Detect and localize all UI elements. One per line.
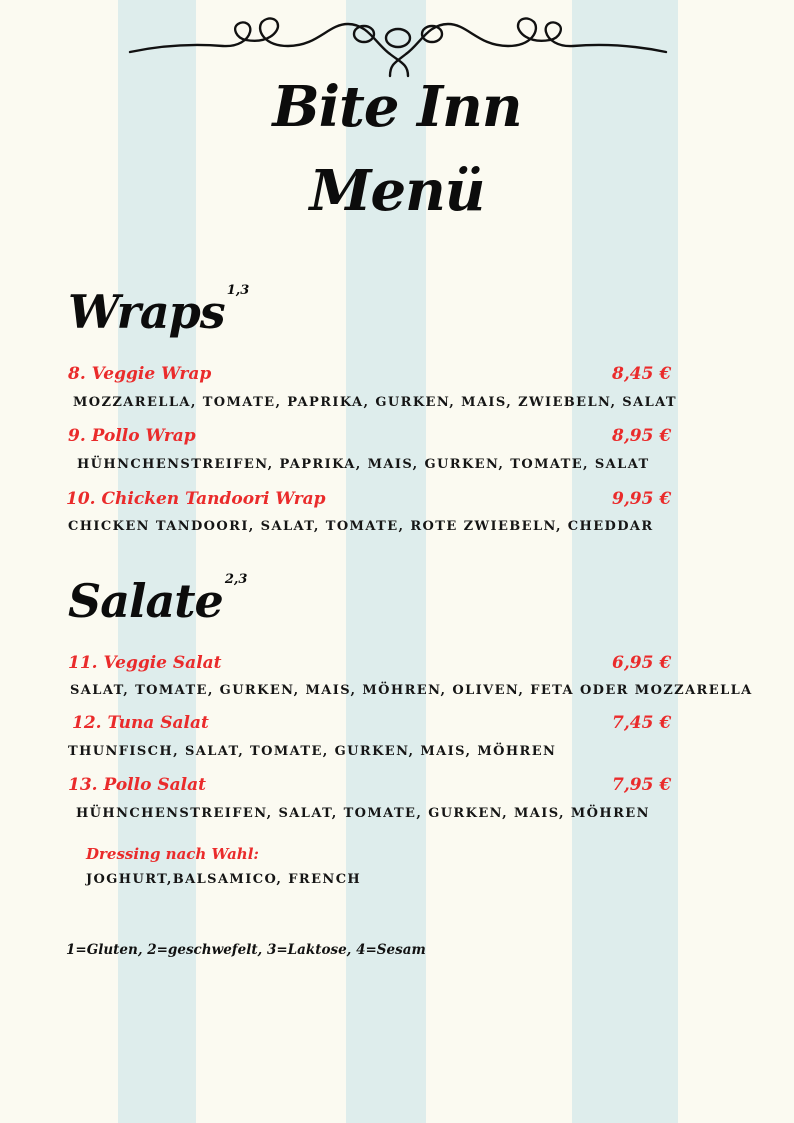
dressing-options: JOGHURT,BALSAMICO, FRENCH: [86, 872, 362, 887]
menu-item-description: CHICKEN TANDOORI, SALAT, TOMATE, ROTE ZWIEBELN, CHEDDAR: [68, 519, 654, 534]
menu-item-price: 7,95 €: [612, 775, 672, 795]
menu-item-description: HÜHNCHENSTREIFEN, SALAT, TOMATE, GURKEN, MAIS, MÖHREN: [76, 806, 650, 821]
dressing-label: Dressing nach Wahl:: [86, 845, 259, 863]
menu-item-price: 8,45 €: [612, 364, 672, 384]
menu-item-name: 8. Veggie Wrap: [68, 364, 212, 384]
page-title-line1: Bite Inn: [272, 74, 522, 140]
menu-item-name: 11. Veggie Salat: [68, 653, 222, 673]
section-title-wraps: Wraps $^{1,3}$: [68, 283, 250, 339]
menu-item-description: MOZZARELLA, TOMATE, PAPRIKA, GURKEN, MAIS, ZWIEBELN, SALAT: [73, 395, 677, 410]
menu-item-name: 12. Tuna Salat: [72, 713, 209, 733]
menu-item-name: 13. Pollo Salat: [68, 775, 206, 795]
menu-item-price: 7,45 €: [612, 713, 672, 733]
menu-item-price: 9,95 €: [612, 489, 672, 509]
page-title-line2: Menü: [309, 158, 485, 224]
allergen-superscript: 2,3: [224, 572, 248, 587]
section-title-salate: Salate $^{2,3}$: [68, 572, 248, 628]
menu-item-name: 10. Chicken Tandoori Wrap: [66, 489, 326, 509]
allergen-superscript: 1,3: [226, 283, 250, 298]
allergen-footnote: 1=Gluten, 2=geschwefelt, 3=Laktose, 4=Sesam: [66, 942, 426, 958]
menu-item-description: HÜHNCHENSTREIFEN, PAPRIKA, MAIS, GURKEN, TOMATE, SALAT: [77, 457, 650, 472]
menu-item-price: 6,95 €: [612, 653, 672, 673]
menu-item-name: 9. Pollo Wrap: [68, 426, 196, 446]
menu-item-price: 8,95 €: [612, 426, 672, 446]
menu-item-description: THUNFISCH, SALAT, TOMATE, GURKEN, MAIS, MÖHREN: [68, 744, 557, 759]
menu-item-description: SALAT, TOMATE, GURKEN, MAIS, MÖHREN, OLIVEN, FETA ODER MOZZARELLA: [70, 683, 753, 698]
